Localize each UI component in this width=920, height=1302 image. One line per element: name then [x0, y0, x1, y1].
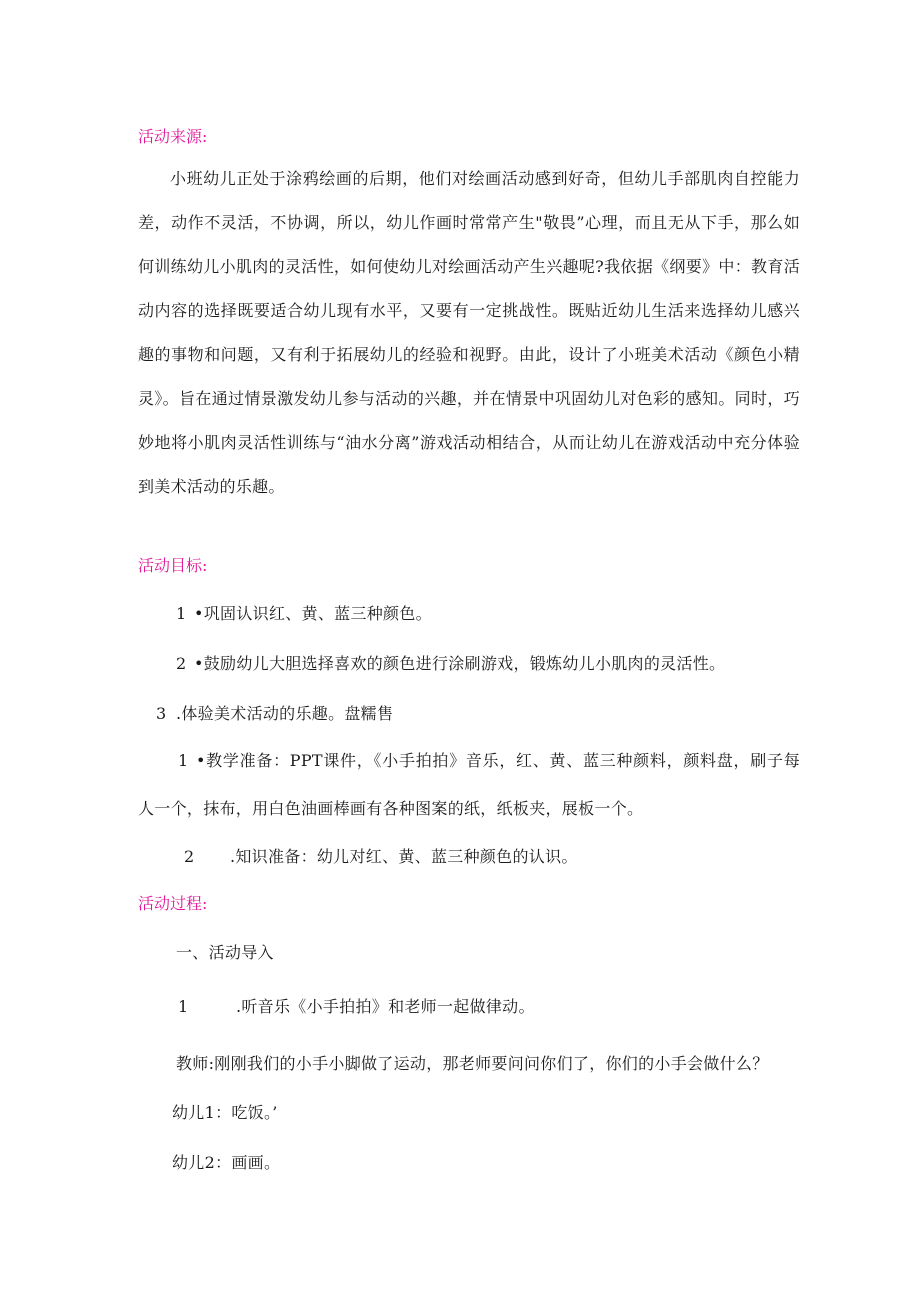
process-step-1-text: .听音乐《小手拍拍》和老师一起做律动。 — [236, 997, 535, 1016]
goal-item-2-number: 2 — [176, 654, 187, 673]
preparation-item-1-number: 1 — [178, 751, 189, 770]
goal-item-3-number: 3 — [156, 704, 167, 723]
preparation-item-2 — [184, 846, 578, 868]
goal-item-2 — [176, 653, 725, 675]
goal-item-3 — [156, 703, 393, 725]
goal-item-1-number: 1 — [176, 604, 187, 623]
goal-item-1 — [176, 603, 432, 625]
process-subheading-intro: 一、活动导入 — [176, 943, 274, 962]
dialogue-child-2: 幼儿2：画画。 — [172, 1153, 281, 1172]
paragraph-activity-source: 小班幼儿正处于涂鸦绘画的后期，他们对绘画活动感到好奇，但幼儿手部肌肉自控能力差，动作不灵活，不协调，所以，幼儿作画时常常产生"敬畏”心理，而且无从下手，那么如何训练幼儿小肌肉的灵活性，如何使幼儿对绘画活动产生兴趣呢?我依据《纲要》中：教育活动内容的选择既要适合幼儿现有水平，又要有一定挑战性。既贴近幼儿生活来选择幼儿感兴趣的事物和问题，又有利于拓展幼儿的经验和视野。由此，设计了小班美术活动《颜色小精灵》。旨在通过情景激发幼儿参与活动的兴趣，并在情景中巩固幼儿对色彩的感知。同时，巧妙地将小肌肉灵活性训练与“油水分离”游戏活动相结合，从而让幼儿在游戏活动中充分体验到美术活动的乐趣。 — [138, 169, 800, 496]
goal-item-2-text: •鼓励幼儿大胆选择喜欢的颜色进行涂刷游戏，锻炼幼儿小肌肉的灵活性。 — [194, 654, 726, 673]
heading-activity-goals: 活动目标: — [138, 556, 208, 575]
goal-item-3-text: .体验美术活动的乐趣。盘糯售 — [176, 704, 394, 723]
dialogue-child-1: 幼儿1：吃饭。’ — [172, 1103, 278, 1122]
heading-activity-process: 活动过程: — [138, 894, 208, 913]
preparation-item-1-text: •教学准备：PPT课件，《小手拍拍》音乐，红、黄、蓝三种颜料，颜料盘，刷子每人一个，抹布，用白色油画棒画有各种图案的纸，纸板夹，展板一个。 — [138, 751, 800, 818]
preparation-item-2-text: .知识准备：幼儿对红、黄、蓝三种颜色的认识。 — [230, 847, 578, 866]
preparation-item-1 — [138, 737, 800, 833]
process-step-1 — [178, 996, 535, 1018]
preparation-item-2-number: 2 — [184, 847, 195, 866]
heading-activity-source: 活动来源: — [138, 127, 208, 146]
dialogue-teacher: 教师:刚刚我们的小手小脚做了运动，那老师要问问你们了，你们的小手会做什么？ — [176, 1054, 769, 1073]
goal-item-1-text: •巩固认识红、黄、蓝三种颜色。 — [194, 604, 432, 623]
process-step-1-number: 1 — [178, 997, 189, 1016]
